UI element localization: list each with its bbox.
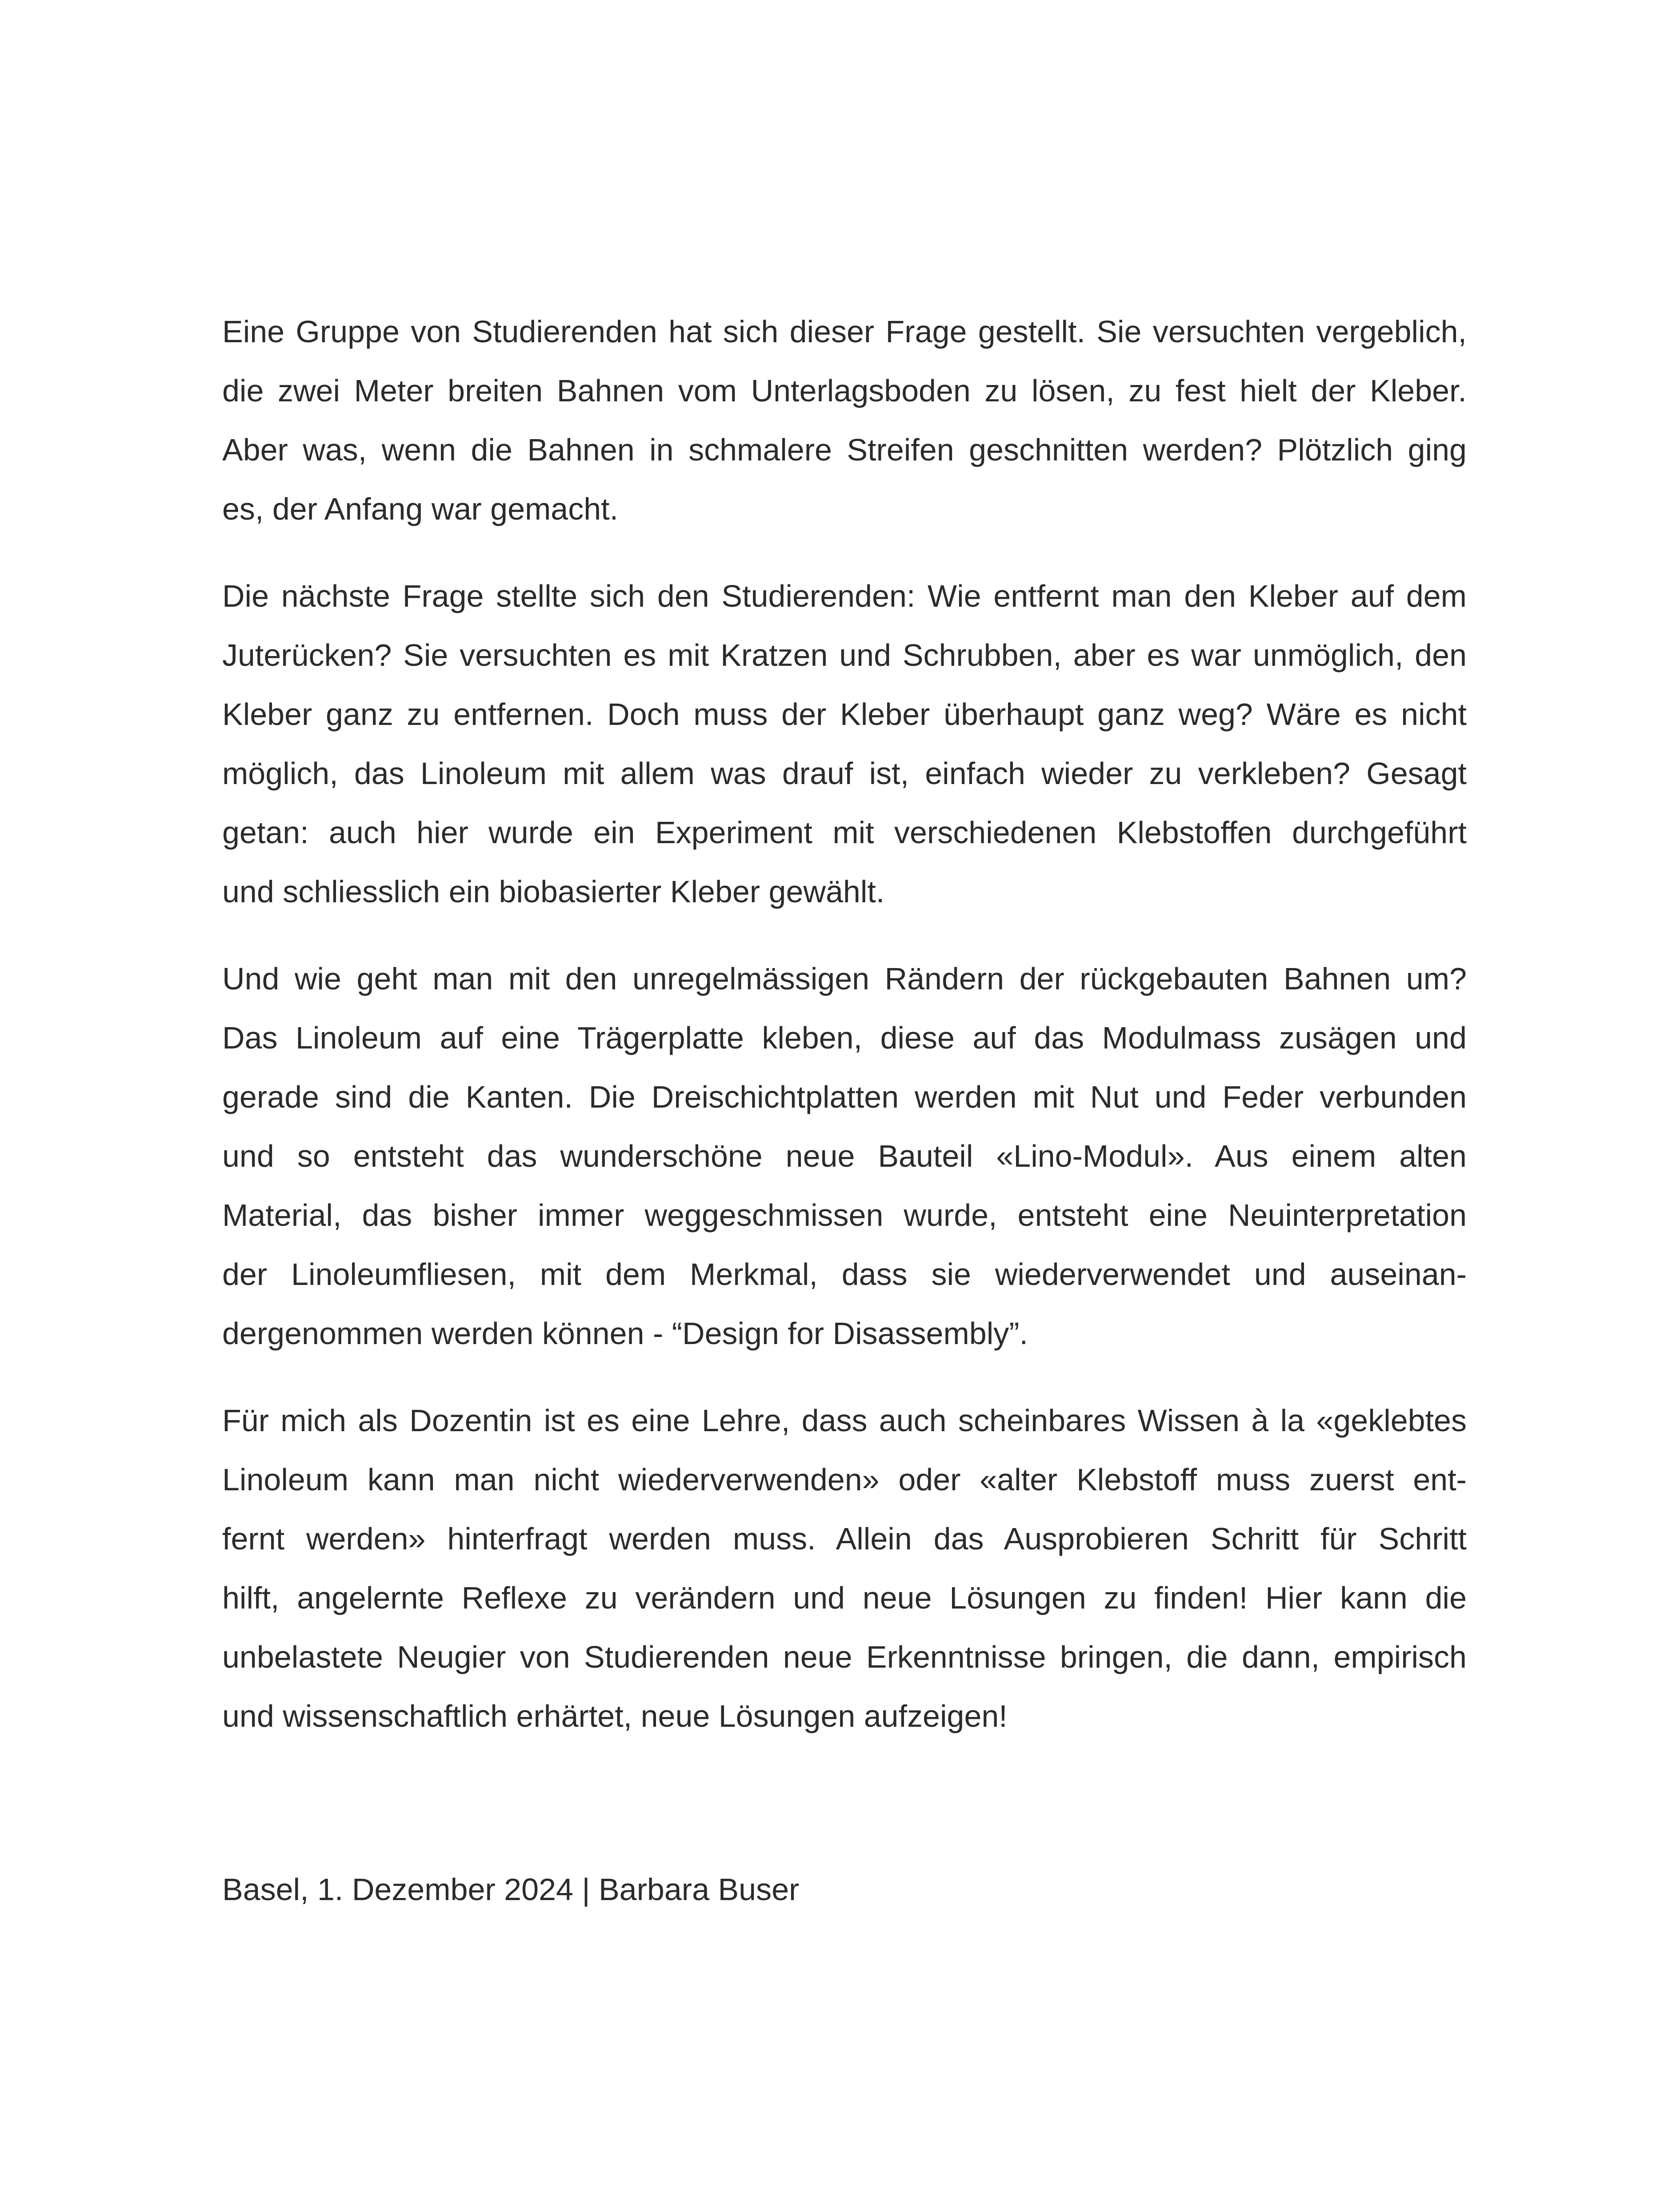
paragraph-4 bbox=[222, 1391, 1467, 1746]
text-line: und wissenschaftlich erhärtet, neue Lösungen aufzeigen! bbox=[222, 1699, 1008, 1733]
text-line: Und wie geht man mit den unregelmässigen Rändern der rückgebauten Bahnen um? bbox=[222, 961, 1467, 996]
paragraph-2 bbox=[222, 567, 1467, 921]
paragraph-1 bbox=[222, 302, 1467, 539]
text-line: Aber was, wenn die Bahnen in schmalere Streifen geschnitten werden? Plötzlich ging bbox=[222, 432, 1467, 467]
text-line: es, der Anfang war gemacht. bbox=[222, 492, 619, 526]
text-line: Linoleum kann man nicht wiederverwenden» oder «alter Klebstoff muss zuerst ent- bbox=[222, 1462, 1467, 1497]
text-line: fernt werden» hinterfragt werden muss. Allein das Ausprobieren Schritt für Schritt bbox=[222, 1521, 1467, 1556]
signature-line: Basel, 1. Dezember 2024 | Barbara Buser bbox=[222, 1872, 800, 1907]
text-line: Für mich als Dozentin ist es eine Lehre, dass auch scheinbares Wissen à la «geklebtes bbox=[222, 1403, 1467, 1438]
text-line: der Linoleumfliesen, mit dem Merkmal, dass sie wiederverwendet und auseinan- bbox=[222, 1257, 1467, 1292]
text-line: getan: auch hier wurde ein Experiment mit verschiedenen Klebstoffen durchgeführt bbox=[222, 815, 1467, 850]
text-line: möglich, das Linoleum mit allem was drauf ist, einfach wieder zu verkleben? Gesagt bbox=[222, 756, 1467, 791]
paragraph-3 bbox=[222, 949, 1467, 1363]
text-line: Kleber ganz zu entfernen. Doch muss der Kleber überhaupt ganz weg? Wäre es nicht bbox=[222, 697, 1467, 732]
text-line: Material, das bisher immer weggeschmissen wurde, entsteht eine Neuinterpretation bbox=[222, 1198, 1467, 1233]
text-line: und so entsteht das wunderschöne neue Bauteil «Lino-Modul». Aus einem alten bbox=[222, 1139, 1467, 1173]
text-line: Juterücken? Sie versuchten es mit Kratzen und Schrubben, aber es war unmöglich, den bbox=[222, 638, 1467, 672]
text-line: die zwei Meter breiten Bahnen vom Unterlagsboden zu lösen, zu fest hielt der Kleber. bbox=[222, 373, 1467, 408]
text-line: Die nächste Frage stellte sich den Studierenden: Wie entfernt man den Kleber auf dem bbox=[222, 579, 1467, 613]
text-line: Eine Gruppe von Studierenden hat sich dieser Frage gestellt. Sie versuchten vergeblich, bbox=[222, 314, 1467, 349]
text-line: Das Linoleum auf eine Trägerplatte kleben, diese auf das Modulmass zusägen und bbox=[222, 1020, 1467, 1055]
text-line: hilft, angelernte Reflexe zu verändern und neue Lösungen zu finden! Hier kann die bbox=[222, 1581, 1467, 1615]
text-line: und schliesslich ein biobasierter Kleber gewählt. bbox=[222, 874, 885, 909]
text-line: dergenommen werden können - “Design for Disassembly”. bbox=[222, 1316, 1028, 1351]
text-line: unbelastete Neugier von Studierenden neue Erkenntnisse bringen, die dann, empirisch bbox=[222, 1640, 1467, 1674]
text-line: gerade sind die Kanten. Die Dreischichtplatten werden mit Nut und Feder verbunden bbox=[222, 1080, 1467, 1114]
body-text bbox=[222, 302, 1467, 1774]
